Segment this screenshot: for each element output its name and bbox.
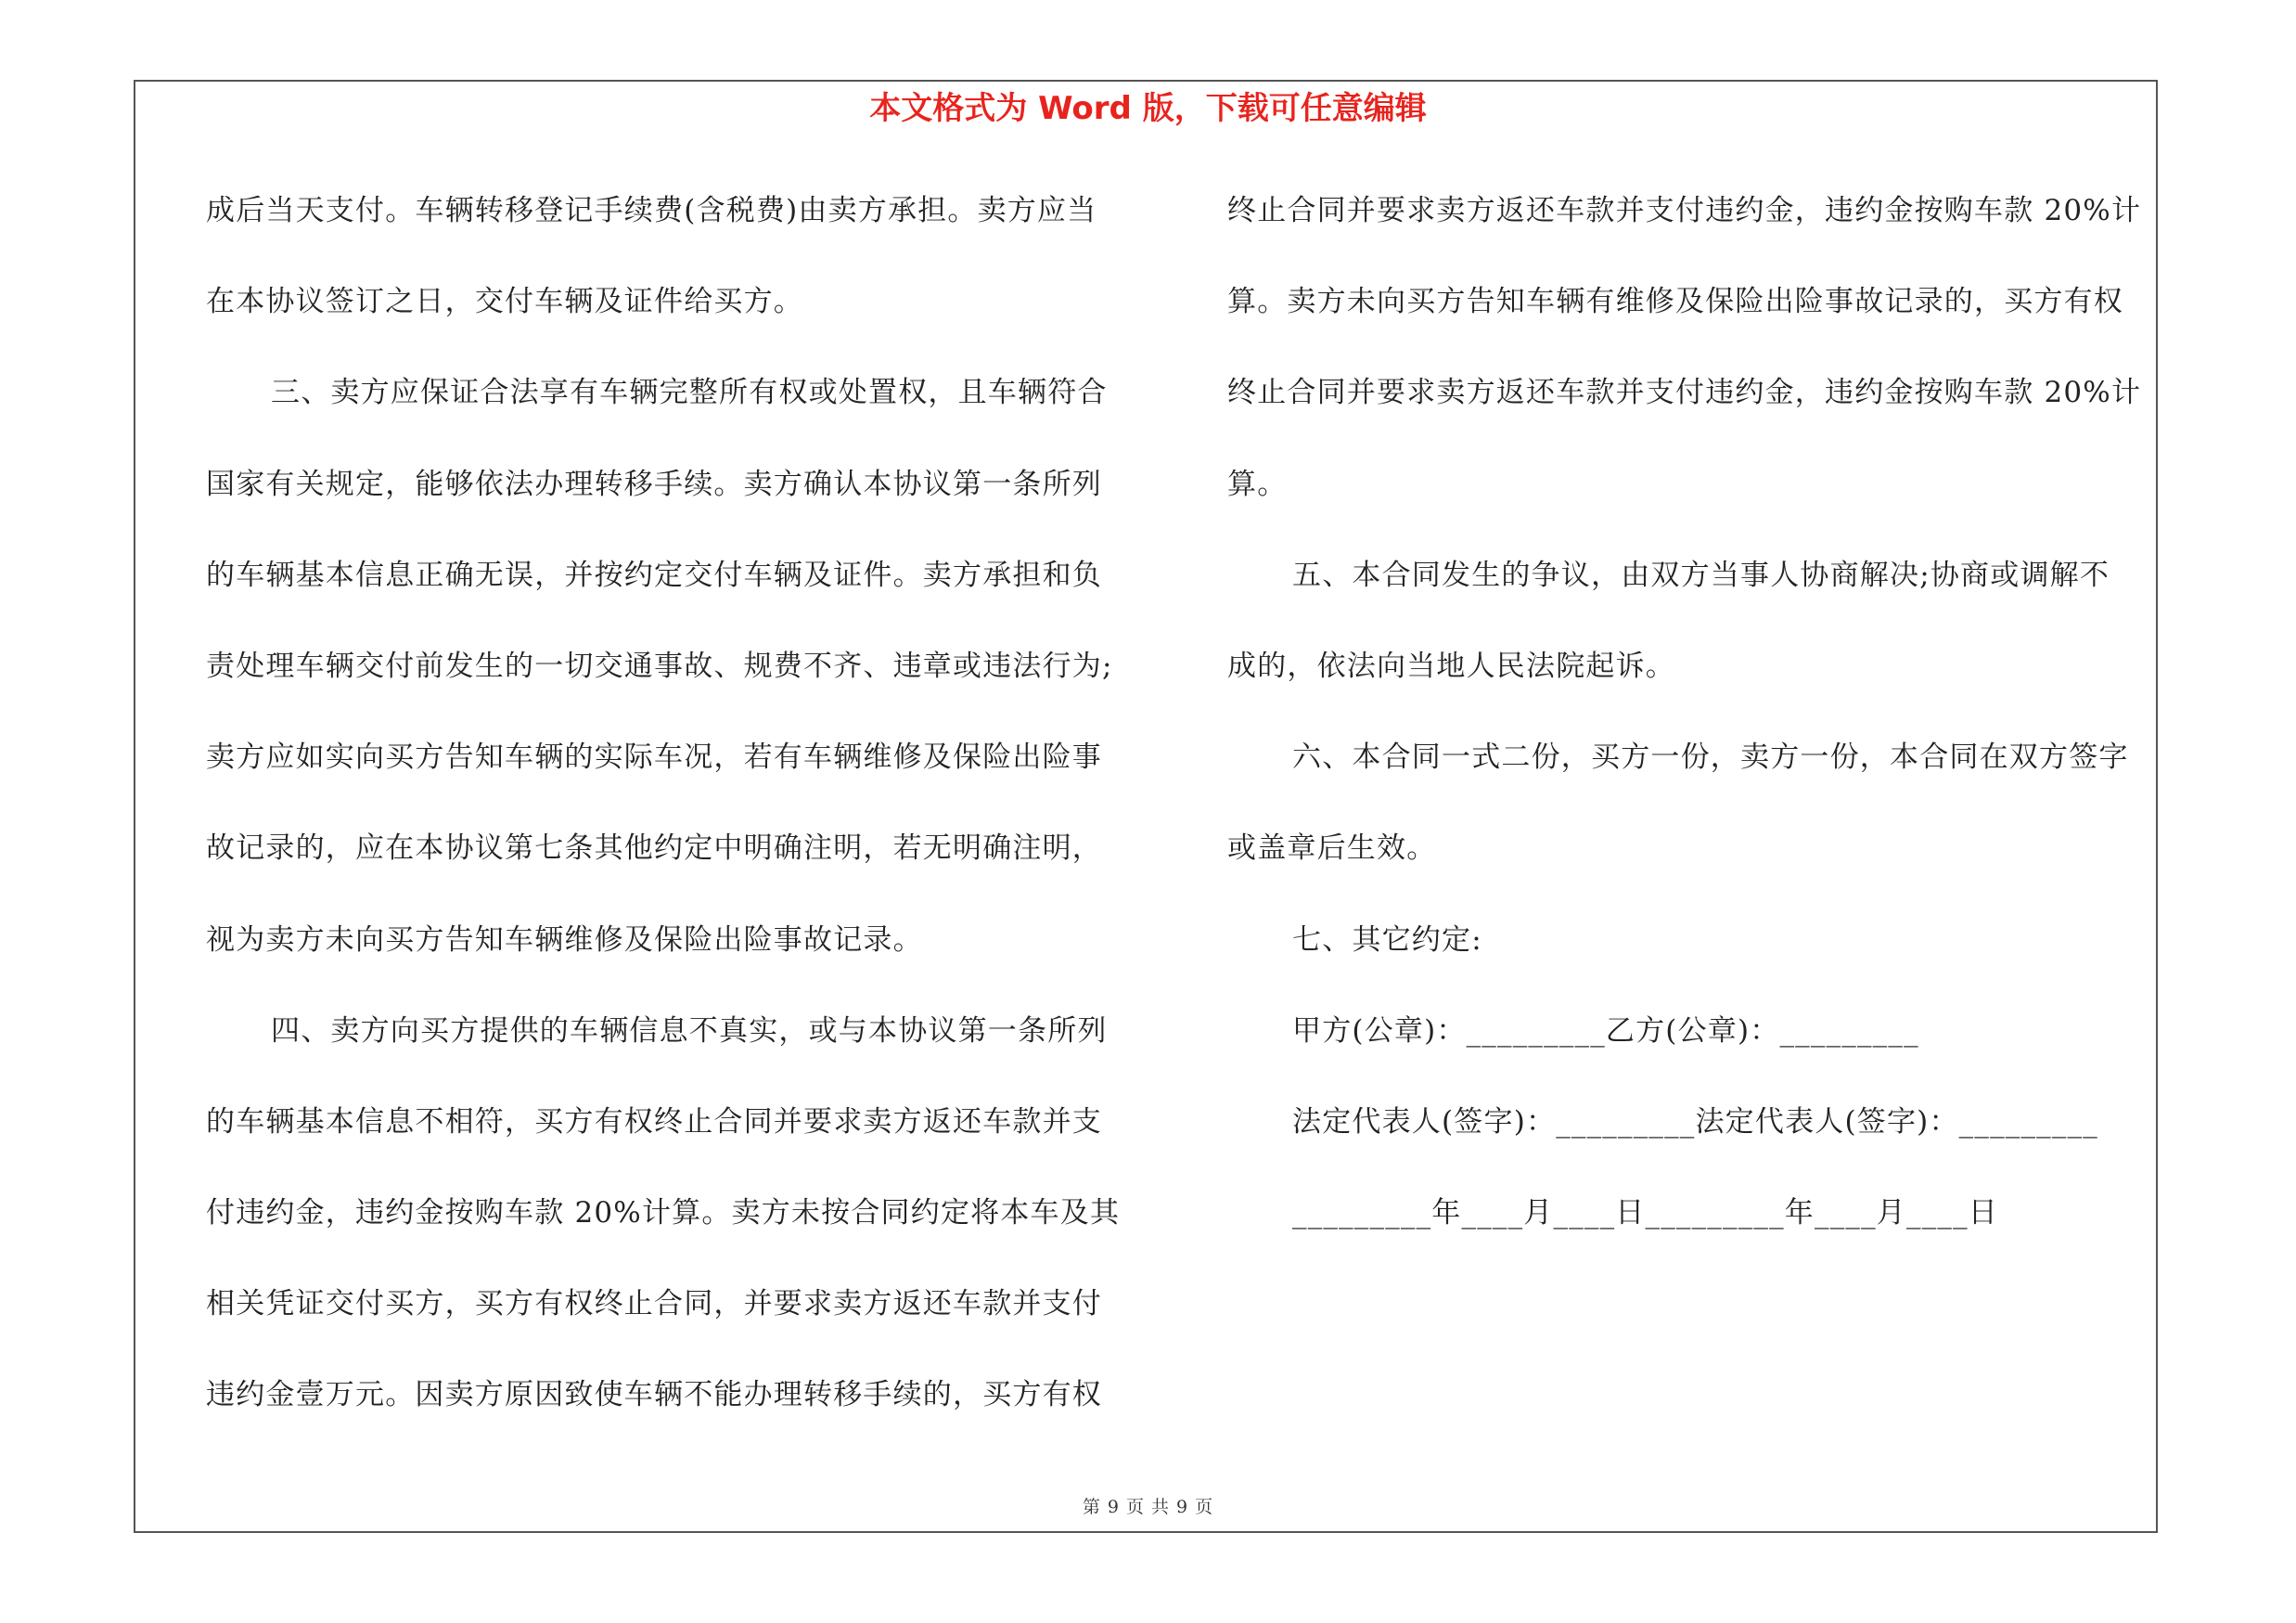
format-notice-banner: 本文格式为 Word 版，下载可任意编辑: [869, 90, 1427, 127]
text-line: 终止合同并要求卖方返还车款并支付违约金，违约金按购车款 20%计: [1227, 194, 2142, 227]
text-line: 责处理车辆交付前发生的一切交通事故、规费不齐、违章或违法行为;: [206, 649, 1113, 683]
text-line: 成的，依法向当地人民法院起诉。: [1227, 649, 1675, 683]
text-line: 国家有关规定，能够依法办理转移手续。卖方确认本协议第一条所列: [206, 467, 1102, 501]
text-line: 算。: [1227, 467, 1288, 501]
text-line: 卖方应如实向买方告知车辆的实际车况，若有车辆维修及保险出险事: [206, 741, 1102, 775]
date-line: _________年____月____日_________年____月____日: [1292, 1196, 1998, 1230]
clause-seven-heading: 七、其它约定:: [1292, 922, 1482, 957]
left-text-column: [206, 165, 1134, 1441]
text-line: 的车辆基本信息正确无误，并按约定交付车辆及证件。卖方承担和负: [206, 558, 1102, 592]
text-line: 相关凭证交付买方，买方有权终止合同，并要求卖方返还车款并支付: [206, 1287, 1102, 1321]
text-line: 违约金壹万元。因卖方原因致使车辆不能办理转移手续的，买方有权: [206, 1378, 1102, 1412]
text-line: 终止合同并要求卖方返还车款并支付违约金，违约金按购车款 20%计: [1227, 376, 2142, 410]
text-line: 或盖章后生效。: [1227, 831, 1437, 866]
text-line: 成后当天支付。车辆转移登记手续费(含税费)由卖方承担。卖方应当: [206, 194, 1097, 227]
right-text-column: [1227, 165, 2155, 1258]
clause-six-start: 六、本合同一式二份，买方一份，卖方一份，本合同在双方签字: [1292, 741, 2129, 775]
clause-four-start: 四、卖方向买方提供的车辆信息不真实，或与本协议第一条所列: [271, 1013, 1108, 1048]
text-line: 付违约金，违约金按购车款 20%计算。卖方未按合同约定将本车及其: [206, 1196, 1121, 1230]
text-line: 算。卖方未向买方告知车辆有维修及保险出险事故记录的，买方有权: [1227, 285, 2123, 319]
clause-three-start: 三、卖方应保证合法享有车辆完整所有权或处置权，且车辆符合: [271, 376, 1108, 410]
text-line: 视为卖方未向买方告知车辆维修及保险出险事故记录。: [206, 922, 923, 957]
page-number-footer: 第 9 页 共 9 页: [1082, 1497, 1214, 1517]
party-seal-line: 甲方(公章)：_________乙方(公章)：_________: [1292, 1013, 1919, 1048]
text-line: 在本协议签订之日，交付车辆及证件给买方。: [206, 285, 803, 319]
representative-signature-line: 法定代表人(签字)：_________法定代表人(签字)：_________: [1292, 1104, 2098, 1139]
clause-five-start: 五、本合同发生的争议，由双方当事人协商解决;协商或调解不: [1292, 558, 2110, 592]
text-line: 的车辆基本信息不相符，买方有权终止合同并要求卖方返还车款并支: [206, 1104, 1102, 1139]
text-line: 故记录的，应在本协议第七条其他约定中明确注明，若无明确注明，: [206, 831, 1102, 866]
